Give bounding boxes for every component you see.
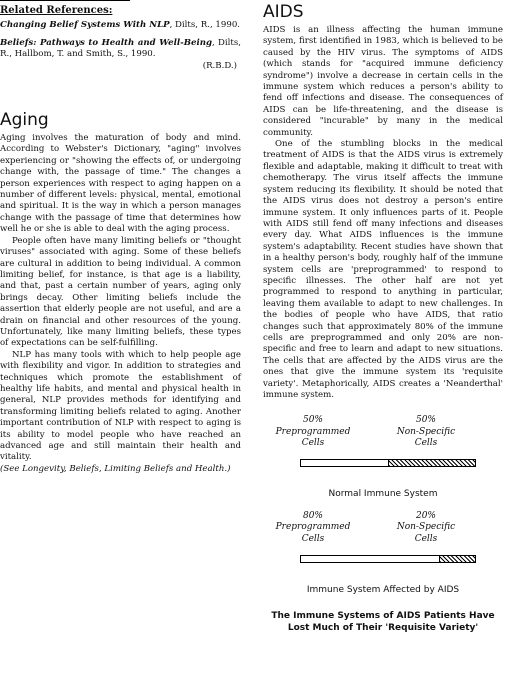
non-specific-label [386,511,466,546]
author-signature: (R.B.D.) [202,60,237,71]
reference-title: Changing Belief Systems With NLP [0,20,170,31]
label-text: Cells [414,533,438,544]
reference-title: Beliefs: Pathways to Health and Well-Being [0,37,212,48]
non-specific-label [386,415,466,450]
references-heading: Related References: [0,5,113,16]
aids-paragraph: One of the stumbling blocks in the medical treatment of AIDS is that the AIDS virus is extremely flexible and adaptable, making it difficult to treat with chemotherapy. The virus itself affects the immune system reducing its flexibility. It should be noted that the AIDS virus does not destroy a person's entire immune system. It only influences parts of it. People with AIDS still fend off many infections and diseases every day. What AIDS influences is the immune system's adaptability. Recent studies have shown that in a healthy person's body, roughly half of the immune system cells are 'preprogrammed' to respond to specific illnesses. The other half are not yet programmed to respond to anything in particular, leaving them available to adapt to new challenges. In the bodies of people who have AIDS, that ratio changes such that approximately 80% of the immune cells are preprogrammed and only 20% are non-specific and free to learn and adapt to new situations. The cells that are affected by the AIDS virus are the ones that give the immune system its 'requisite variety'. Metaphorically, AIDS creates a 'Neanderthal' immune system. [263,139,503,400]
figure-title-line: The Immune Systems of AIDS Patients Have [271,611,495,622]
reference-details: , Dilts, R., 1990. [169,20,241,31]
non-specific-segment [439,556,475,562]
left-column [0,0,241,475]
figure-title-line: Lost Much of Their 'Requisite Variety' [287,623,479,634]
see-also-note: (See Longevity, Beliefs, Limiting Beliefs and Health.) [0,463,231,474]
aging-heading: Aging [0,110,49,131]
preprogrammed-segment [301,460,388,466]
reference-details: , Dilts, R., Hallbom, T. and Smith, S., 1990. [0,37,241,60]
label-text: Preprogrammed [275,522,351,533]
aging-paragraph: People often have many limiting beliefs or "thought viruses" associated with aging. Some of these beliefs are cultural in addition to being individual. A common limiting belief, for instance, is that age is a liability, and that, past a certain number of years, aging only brings decay. Other limiting beliefs include the assertion that elderly people are not useful, and are a drain on financial and other resources of the young. Unfortunately, like many limiting beliefs, these types of expectations can be self-fulfilling. [0,235,241,349]
aids-paragraph: AIDS is an illness affecting the human immune system, first identified in 1983, which is believed to be caused by the HIV virus. The symptoms of AIDS (which stands for "acquired immune deficiency syndrome") involve a decrease in certain cells in the immune system which reduces a person's ability to fend off infections and disease. The consequences of AIDS can be life-threatening, and the disease is considered "incurable" by many in the medical community. [263,25,503,138]
label-text: Preprogrammed [275,426,351,437]
preprogrammed-segment [301,556,439,562]
non-specific-segment [388,460,476,466]
figure-title [263,610,503,634]
right-column [263,0,503,634]
label-text: Cells [301,438,325,449]
aids-immune-diagram [263,511,503,579]
percent-text: 50% [415,415,436,426]
preprogrammed-label [273,415,353,450]
immune-cell-bar [300,555,476,563]
percent-text: 50% [302,415,323,426]
reference-item [0,20,241,31]
immune-cell-bar [300,459,476,467]
preprogrammed-label [273,511,353,546]
aging-paragraph: NLP has many tools with which to help people age with flexibility and vigor. In addition to strategies and techniques which promote the establishment of healthy life habits, and mental and physical health in general, NLP provides methods for identifying and transforming limiting beliefs related to aging. Another important contribution of NLP with respect to aging is its ability to model people who have reached an advanced age and still maintain their health and vitality. [0,349,241,463]
diagram-caption: Immune System Affected by AIDS [306,584,460,595]
label-text: Non-Specific [396,522,456,533]
aging-paragraph: Aging involves the maturation of body and mind. According to Webster's Dictionary, "aging" involves experiencing or "showing the effects of, or undergoing change with, the passage of time." The changes a person experiences with respect to aging happen on a number of different levels: physical, mental, emotional and spiritual. It is the way in which a person manages change with the passage of time that determines how well he or she is able to deal with the aging process. [0,133,241,235]
label-text: Cells [301,533,325,544]
aids-heading: AIDS [263,2,304,22]
label-text: Non-Specific [396,426,456,437]
top-rule [0,0,130,1]
reference-item [0,38,241,61]
percent-text: 80% [302,510,323,521]
label-text: Cells [414,438,438,449]
percent-text: 20% [415,510,436,521]
normal-immune-diagram [263,415,503,483]
diagram-caption: Normal Immune System [328,489,438,500]
